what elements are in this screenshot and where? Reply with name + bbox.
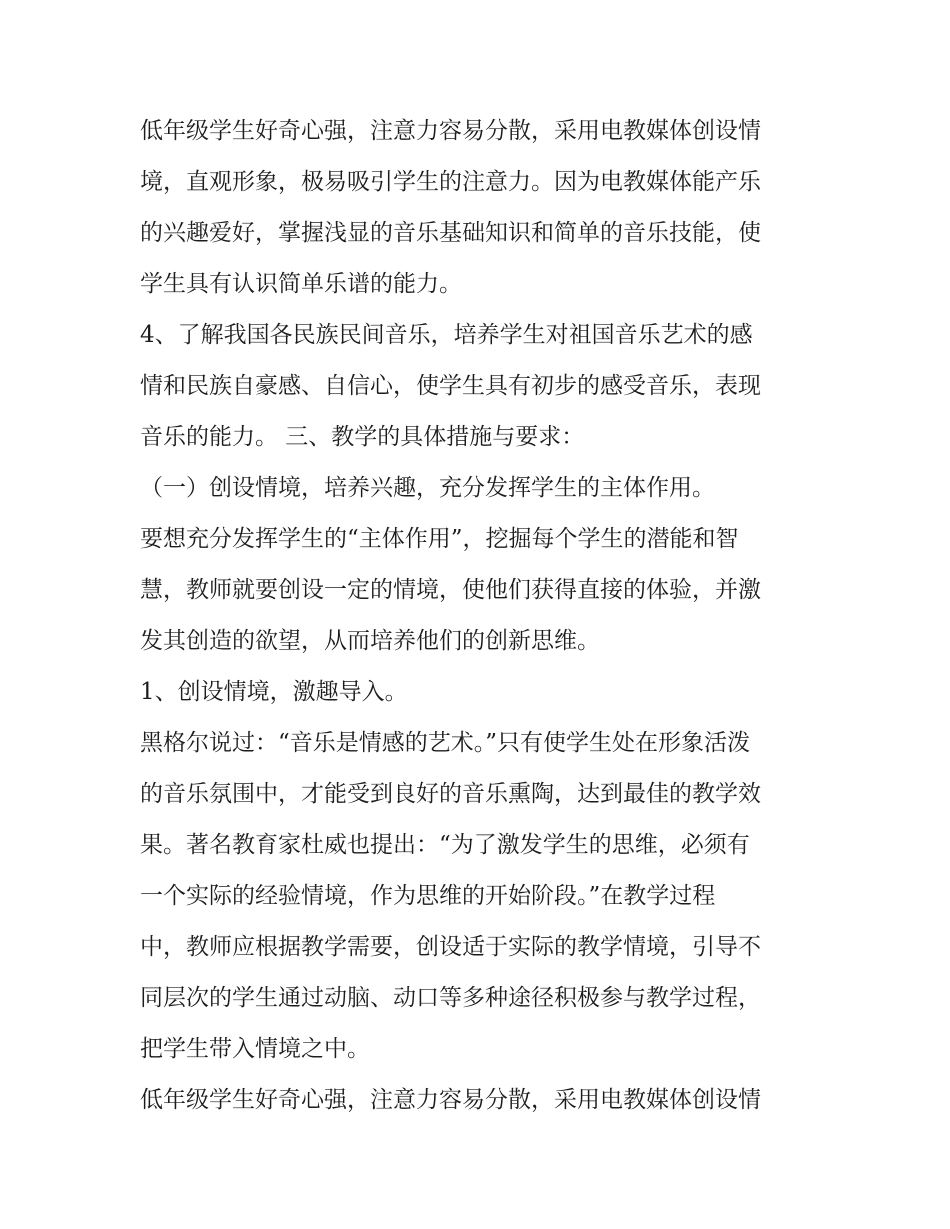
text-line-17: 中，教师应根据教学需要，创设适于实际的教学情境，引导不: [140, 934, 761, 960]
text-line-3: 的兴趣爱好，掌握浅显的音乐基础知识和简单的音乐技能，使: [140, 220, 761, 246]
text-line-6: 情和民族自豪感、自信心，使学生具有初步的感受音乐，表现: [140, 373, 761, 399]
text-line-8: （一）创设情境，培养兴趣，充分发挥学生的主体作用。: [140, 475, 715, 501]
text-line-10: 慧，教师就要创设一定的情境，使他们获得直接的体验，并激: [140, 577, 761, 603]
text-line-15: 果。著名教育家杜威也提出：“为了激发学生的思维，必须有: [140, 832, 750, 858]
text-line-12: 1、创设情境，激趣导入。: [140, 679, 408, 705]
text-line-7: 音乐的能力。 三、教学的具体措施与要求：: [140, 424, 585, 450]
text-line-16: 一个实际的经验情境，作为思维的开始阶段。”在教学过程: [140, 883, 716, 909]
text-line-9: 要想充分发挥学生的“主体作用”，挖掘每个学生的潜能和智: [140, 526, 739, 552]
text-line-2: 境，直观形象，极易吸引学生的注意力。因为电教媒体能产乐: [140, 169, 761, 195]
text-line-13: 黑格尔说过：“音乐是情感的艺术。”只有使学生处在形象活泼: [140, 730, 751, 756]
text-line-18: 同层次的学生通过动脑、动口等多种途径积极参与教学过程，: [140, 985, 761, 1011]
text-line-19: 把学生带入情境之中。: [140, 1036, 370, 1062]
text-line-4: 学生具有认识简单乐谱的能力。: [140, 271, 462, 297]
body-text: [140, 106, 820, 1126]
text-line-14: 的音乐氛围中，才能受到良好的音乐熏陶，达到最佳的教学效: [140, 781, 761, 807]
text-line-1: 低年级学生好奇心强，注意力容易分散，采用电教媒体创设情: [140, 118, 761, 144]
text-line-5: 4、了解我国各民族民间音乐，培养学生对祖国音乐艺术的感: [140, 322, 753, 348]
text-line-20: 低年级学生好奇心强，注意力容易分散，采用电教媒体创设情: [140, 1087, 761, 1113]
text-line-11: 发其创造的欲望，从而培养他们的创新思维。: [140, 628, 600, 654]
